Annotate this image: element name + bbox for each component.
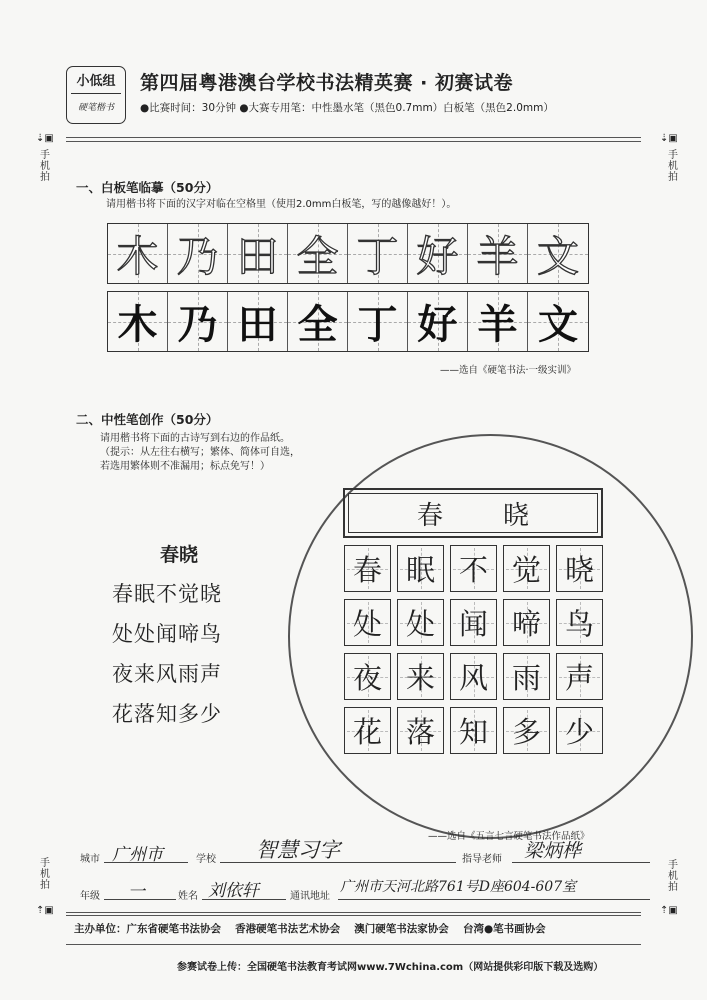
work-char-cell: 觉 <box>503 545 550 592</box>
page-title: 第四届粤港澳台学校书法精英赛 · 初赛试卷 <box>140 72 513 94</box>
organizers-rule <box>66 944 641 945</box>
reference-char-cell: 乃 <box>168 224 228 283</box>
work-char-cell: 风 <box>450 653 497 700</box>
footer-rule-top <box>66 912 641 913</box>
work-char-cell: 闻 <box>450 599 497 646</box>
section2-source: ——选自《五言七言硬笔书法作品纸》 <box>428 831 590 842</box>
poem-line: 夜来风雨声 <box>112 662 222 686</box>
group-badge <box>66 66 126 124</box>
header-rule-bottom <box>66 141 641 142</box>
copy-char-cell: 好 <box>408 292 468 351</box>
work-title-banner <box>343 488 603 538</box>
page-subtitle: ●比赛时间：30分钟 ●大赛专用笔：中性墨水笔（黑色0.7mm）白板笔（黑色2.0mm） <box>140 102 554 114</box>
teacher-label: 指导老师 <box>462 854 502 865</box>
school-field[interactable]: 智慧习字 <box>256 838 340 862</box>
section1-instruction: 请用楷书将下面的汉字对临在空格里（使用2.0mm白板笔，写的越像越好！）。 <box>106 199 457 210</box>
work-char-cell: 处 <box>397 599 444 646</box>
section2-instruction-2: （提示：从左往右横写；繁体、简体可自选， <box>100 447 300 458</box>
work-char-cell: 春 <box>344 545 391 592</box>
organizers-line: 主办单位：广东省硬笔书法协会 香港硬笔书法艺术协会 澳门硬笔书法家协会 台湾●笔书画协会 <box>74 923 546 935</box>
work-char-cell: 来 <box>397 653 444 700</box>
side-label-top-left: 手机拍 <box>40 150 50 183</box>
camera-icon-top-left: ⇣▣ <box>36 133 54 144</box>
header-rule-top <box>66 137 641 138</box>
poem-title: 春晓 <box>160 544 199 566</box>
work-title-char: 晓 <box>503 500 530 531</box>
work-char-cell: 啼 <box>503 599 550 646</box>
teacher-field[interactable]: 梁炳桦 <box>524 840 582 862</box>
badge-group-label: 小低组 <box>76 74 116 89</box>
reference-char-cell: 田 <box>228 224 288 283</box>
camera-icon-bottom-left: ⇡▣ <box>36 905 54 916</box>
city-field[interactable]: 广州市 <box>112 845 163 865</box>
side-label-top-right: 手机拍 <box>668 150 678 183</box>
section1-heading: 一、白板笔临摹（50分） <box>76 180 219 195</box>
badge-category-label: 硬笔楷书 <box>77 103 114 113</box>
side-label-bottom-left: 手机拍 <box>40 858 50 891</box>
work-char-cell: 鸟 <box>556 599 603 646</box>
copy-char-cell: 丁 <box>348 292 408 351</box>
work-char-cell: 少 <box>556 707 603 754</box>
grade-label: 年级 <box>80 891 100 902</box>
reference-char-grid <box>107 223 589 284</box>
camera-icon-bottom-right: ⇡▣ <box>660 905 678 916</box>
work-title-char: 春 <box>416 500 443 531</box>
reference-char-cell: 丁 <box>348 224 408 283</box>
work-char-cell: 花 <box>344 707 391 754</box>
reference-char-cell: 文 <box>528 224 588 283</box>
footer-rule-bottom <box>66 915 641 916</box>
side-label-bottom-right: 手机拍 <box>668 860 678 893</box>
copy-char-cell: 羊 <box>468 292 528 351</box>
work-char-cell: 晓 <box>556 545 603 592</box>
work-char-cell: 知 <box>450 707 497 754</box>
work-char-cell: 不 <box>450 545 497 592</box>
poem-line: 处处闻啼鸟 <box>112 622 222 646</box>
work-char-cell: 声 <box>556 653 603 700</box>
badge-divider <box>71 93 121 94</box>
work-char-cell: 多 <box>503 707 550 754</box>
work-char-cell: 眠 <box>397 545 444 592</box>
upload-notice: 参赛试卷上传：全国硬笔书法教育考试网www.7Wchina.com（网站提供彩印版下载及选购） <box>177 962 604 973</box>
address-field-line[interactable] <box>338 899 650 900</box>
city-label: 城市 <box>80 854 100 865</box>
copy-char-cell: 木 <box>108 292 168 351</box>
copy-char-cell: 全 <box>288 292 348 351</box>
section2-instruction-1: 请用楷书将下面的古诗写到右边的作品纸。 <box>100 433 290 444</box>
school-label: 学校 <box>196 854 216 865</box>
work-char-cell: 落 <box>397 707 444 754</box>
address-field[interactable]: 广州市天河北路761号D座604-607室 <box>340 879 577 895</box>
poem-line: 花落知多少 <box>112 702 222 726</box>
copy-char-cell: 田 <box>228 292 288 351</box>
reference-char-cell: 好 <box>408 224 468 283</box>
camera-icon-top-right: ⇣▣ <box>660 133 678 144</box>
section2-heading: 二、中性笔创作（50分） <box>76 412 219 427</box>
reference-char-cell: 木 <box>108 224 168 283</box>
work-char-cell: 夜 <box>344 653 391 700</box>
section1-source: ——选自《硬笔书法·一级实训》 <box>440 365 577 376</box>
copy-char-cell: 乃 <box>168 292 228 351</box>
name-field[interactable]: 刘依轩 <box>208 881 259 901</box>
grade-field[interactable]: 一 <box>128 882 145 902</box>
copy-char-cell: 文 <box>528 292 588 351</box>
work-char-cell: 雨 <box>503 653 550 700</box>
name-label: 姓名 <box>178 891 198 902</box>
poem-line: 春眠不觉晓 <box>112 582 222 606</box>
work-char-cell: 处 <box>344 599 391 646</box>
address-label: 通讯地址 <box>290 891 330 902</box>
reference-char-cell: 全 <box>288 224 348 283</box>
section2-instruction-3: 若选用繁体则不准漏用；标点免写！） <box>100 461 270 472</box>
reference-char-cell: 羊 <box>468 224 528 283</box>
copy-char-grid <box>107 291 589 352</box>
